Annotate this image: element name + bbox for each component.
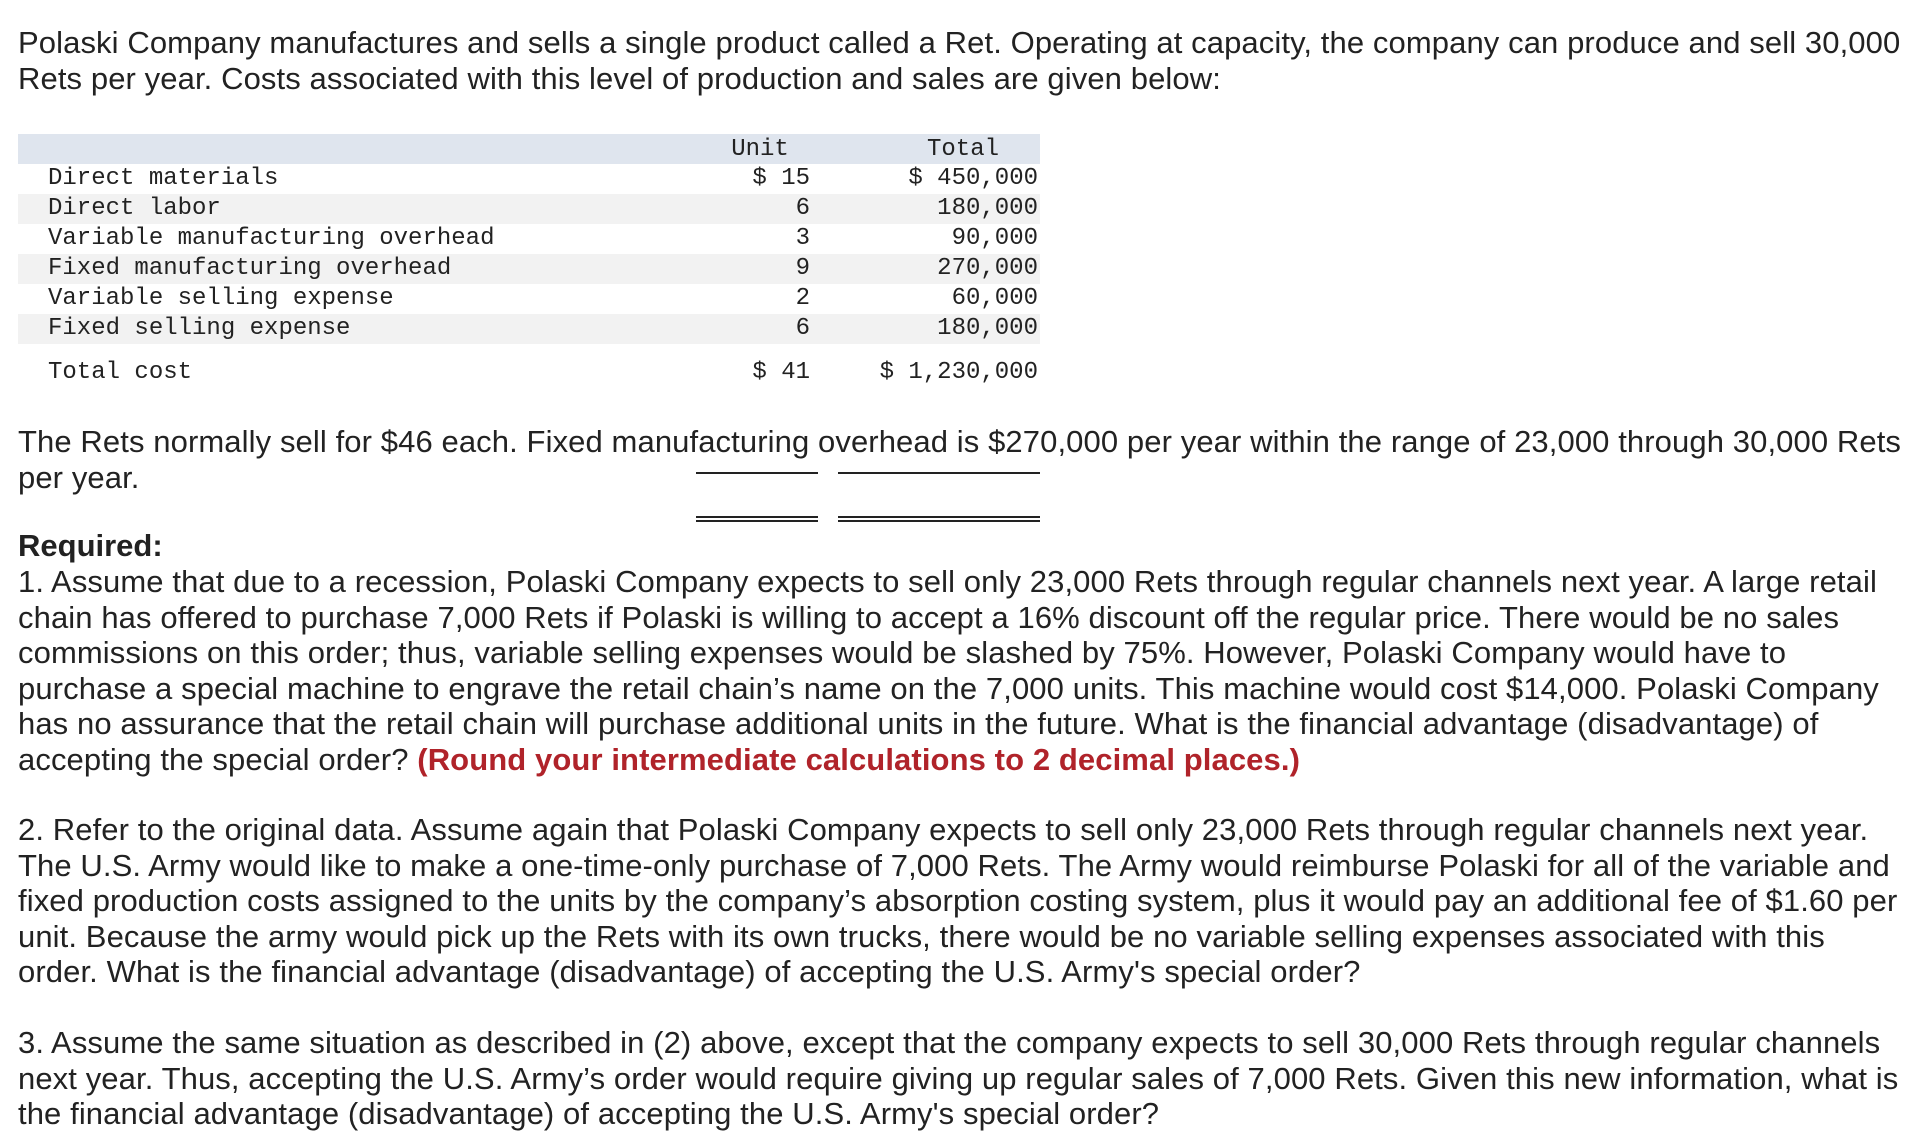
cost-table: [18, 134, 1040, 394]
required-heading: Required:: [18, 528, 163, 563]
row-label: Fixed manufacturing overhead: [48, 255, 452, 282]
row-total-cost: 180,000: [937, 195, 1038, 222]
column-header-unit: Unit: [731, 136, 789, 163]
row-label: Variable manufacturing overhead: [48, 225, 495, 252]
row-total-cost: 90,000: [951, 225, 1038, 252]
row-unit-cost: 3: [795, 225, 810, 252]
table-row: [18, 224, 1040, 254]
total-cost: $ 1,230,000: [879, 359, 1038, 386]
rounding-note: (Round your intermediate calculations to 2 decimal places.): [417, 741, 1300, 777]
row-label: Direct materials: [48, 165, 279, 192]
row-unit-cost: 6: [795, 195, 810, 222]
row-label: Direct labor: [48, 195, 221, 222]
total-row: [18, 352, 1040, 394]
row-unit-cost: 6: [795, 315, 810, 342]
row-unit-cost: 9: [795, 255, 810, 282]
cost-table-header: [18, 134, 1040, 164]
row-unit-cost: $ 15: [752, 165, 810, 192]
row-total-cost: 180,000: [937, 315, 1038, 342]
question-3: 3. Assume the same situation as described in (2) above, except that the company expects to sell 30,000 Rets through regular channels next year. Thus, accepting the U.S. Army’s order would require giving up regular sales of 7,000 Rets. Given this new information, what is the financial advantage (disadvantage) of accepting the U.S. Army's special order?: [18, 1025, 1899, 1131]
row-label: Variable selling expense: [48, 285, 394, 312]
table-row: [18, 194, 1040, 224]
row-total-cost: $ 450,000: [908, 165, 1038, 192]
row-total-cost: 270,000: [937, 255, 1038, 282]
total-label: Total cost: [48, 359, 193, 386]
double-underline: [838, 516, 1040, 518]
intro-paragraph: Polaski Company manufactures and sells a single product called a Ret. Operating at capacity, the company can produce and sell 30,000 Rets per year. Costs associated with this level of production and sales are given below:: [18, 25, 1901, 96]
row-label: Fixed selling expense: [48, 315, 351, 342]
double-underline: [696, 520, 818, 522]
double-underline: [838, 520, 1040, 522]
double-underline: [696, 516, 818, 518]
table-row: [18, 314, 1040, 344]
table-row: [18, 284, 1040, 314]
table-row: [18, 254, 1040, 284]
question-1-text: 1. Assume that due to a recession, Polaski Company expects to sell only 23,000 Rets through regular channels next year. A large retail chain has offered to purchase 7,000 Rets if Polaski is willing to accept a 16% discount off the regular price. There would be no sales commissions on this order; thus, variable selling expenses would be slashed by 75%. However, Polaski Company would have to purchase a special machine to engrave the retail chain’s name on the 7,000 units. This machine would cost $14,000. Polaski Company has no assurance that the retail chain will purchase additional units in the future. What is the financial advantage (disadvantage) of accepting the special order?: [18, 564, 1879, 777]
price-paragraph: The Rets normally sell for $46 each. Fixed manufacturing overhead is $270,000 per year within the range of 23,000 through 30,000 Rets per year.: [18, 424, 1902, 495]
column-header-total: Total: [926, 136, 999, 163]
total-unit-cost: $ 41: [752, 359, 810, 386]
row-total-cost: 60,000: [951, 285, 1038, 312]
question-1: [18, 564, 1908, 777]
table-row: [18, 164, 1040, 194]
row-unit-cost: 2: [795, 285, 810, 312]
question-2: 2. Refer to the original data. Assume again that Polaski Company expects to sell only 23,000 Rets through regular channels next year. The U.S. Army would like to make a one-time-only purchase of 7,000 Rets. The Army would reimburse Polaski for all of the variable and fixed production costs assigned to the units by the company’s absorption costing system, plus it would pay an additional fee of $1.60 per unit. Because the army would pick up the Rets with its own trucks, there would be no variable selling expenses associated with this order. What is the financial advantage (disadvantage) of accepting the U.S. Army's special order?: [18, 812, 1898, 989]
